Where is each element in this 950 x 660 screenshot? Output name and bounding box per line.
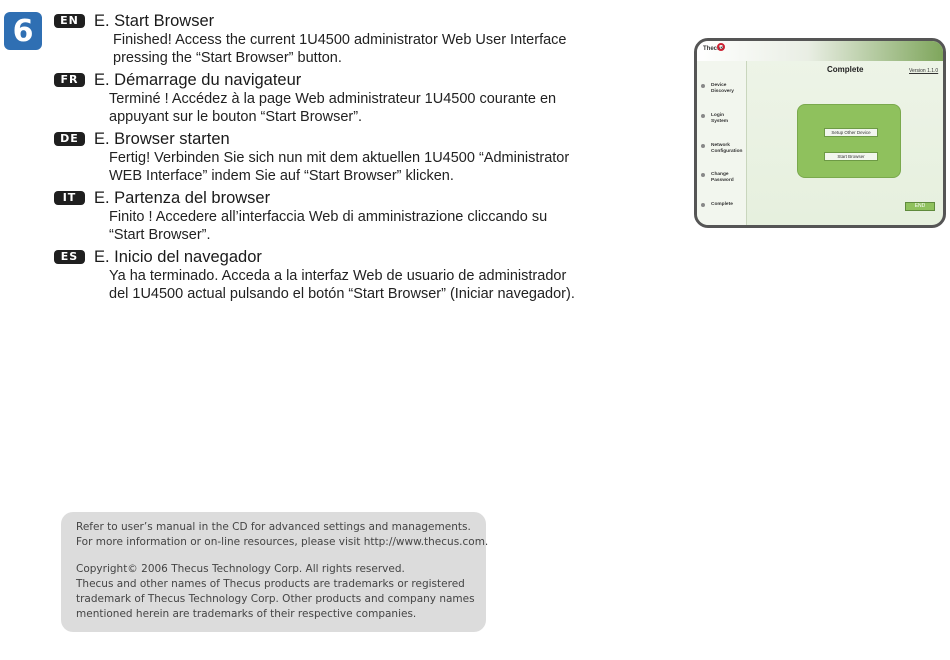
section-title: E. Start Browser: [94, 12, 215, 30]
section-body-line: “Start Browser”.: [109, 227, 211, 243]
section-title: E. Démarrage du navigateur: [94, 71, 302, 89]
version-link: Version 1.1.0: [909, 68, 939, 74]
section-body-line: Finished! Access the current 1U4500 administrator Web User Interface: [113, 32, 567, 48]
bullet-icon: [701, 84, 705, 88]
step-number-badge: 6: [4, 12, 42, 50]
language-tag: IT: [54, 191, 85, 205]
section-body-line: Fertig! Verbinden Sie sich nun mit dem aktuellen 1U4500 “Administrator: [109, 150, 570, 166]
screenshot-title: Complete: [827, 65, 864, 74]
screenshot-header: [697, 41, 943, 61]
logo-mark-icon: [717, 43, 725, 51]
footer-line: trademark of Thecus Technology Corp. Other products and company names: [76, 593, 475, 605]
section-title: E. Inicio del navegador: [94, 248, 262, 266]
bullet-icon: [701, 144, 705, 148]
section-body-line: Ya ha terminado. Acceda a la interfaz Web de usuario de administrador: [109, 268, 567, 284]
language-tag: ES: [54, 250, 85, 264]
screenshot-sidebar: Device Discovery Login System Network Configuration Change Password Complete: [697, 61, 747, 225]
bullet-icon: [701, 173, 705, 177]
start-browser-button: Start Browser: [824, 152, 878, 161]
bullet-icon: [701, 203, 705, 207]
section-title: E. Browser starten: [94, 130, 230, 148]
footer-line: For more information or on-line resources, please visit http://www.thecus.com.: [76, 536, 489, 548]
language-tag: FR: [54, 73, 85, 87]
complete-panel: [797, 104, 901, 178]
section-body-line: pressing the “Start Browser” button.: [113, 50, 342, 66]
end-button: END: [905, 202, 935, 211]
section-body-line: Terminé ! Accédez à la page Web administrateur 1U4500 courante en: [109, 91, 557, 107]
footer-line: Refer to user’s manual in the CD for advanced settings and managements.: [76, 521, 471, 533]
thecus-logo: Thecus: [703, 46, 725, 52]
section-body-line: appuyant sur le bouton “Start Browser”.: [109, 109, 363, 125]
footer-line: Copyright© 2006 Thecus Technology Corp. All rights reserved.: [76, 563, 405, 575]
section-body-line: Finito ! Accedere all’interfaccia Web di amministrazione cliccando su: [109, 209, 548, 225]
setup-wizard-screenshot: [694, 38, 946, 228]
footer-notice: [61, 512, 489, 632]
section-body-line: del 1U4500 actual pulsando el botón “Start Browser” (Iniciar navegador).: [109, 286, 575, 302]
language-tag: DE: [54, 132, 85, 146]
section-body-line: WEB Interface” indem Sie auf “Start Browser” klicken.: [109, 168, 454, 184]
language-tag: EN: [54, 14, 85, 28]
setup-other-device-button: Setup Other Device: [824, 128, 878, 137]
bullet-icon: [701, 114, 705, 118]
footer-line: Thecus and other names of Thecus products are trademarks or registered: [76, 578, 465, 590]
footer-line: mentioned herein are trademarks of their respective companies.: [76, 608, 417, 620]
section-title: E. Partenza del browser: [94, 189, 271, 207]
